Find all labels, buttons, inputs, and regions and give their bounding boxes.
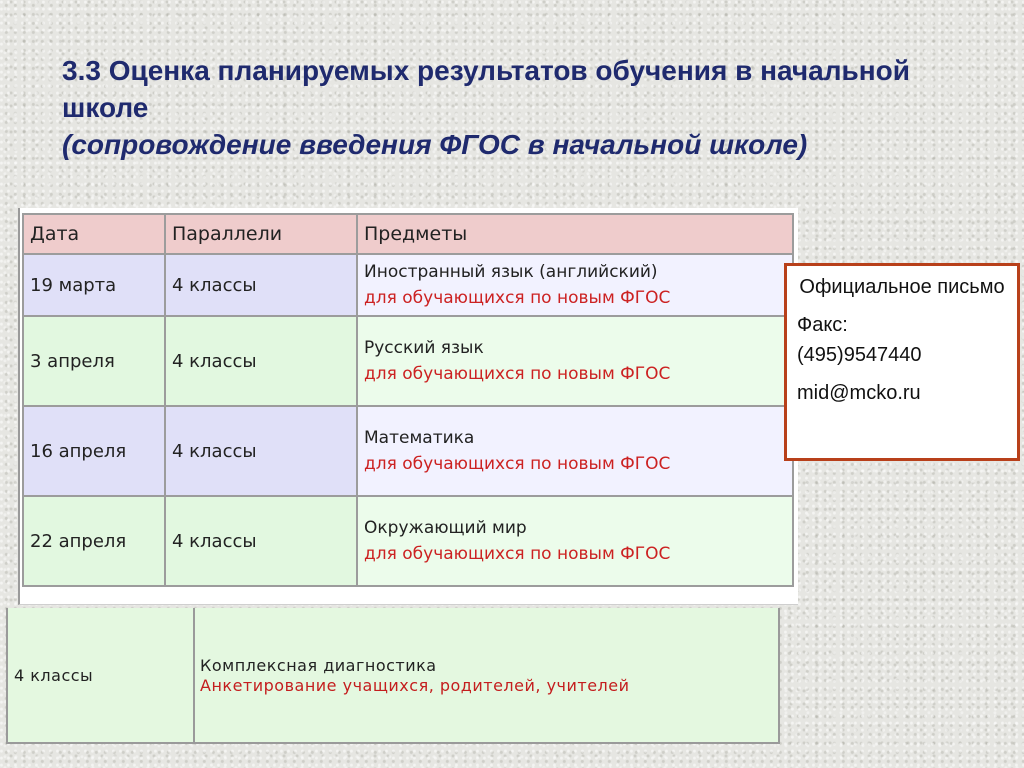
cell-subject <box>357 496 793 586</box>
subject-name: Иностранный язык (английский) <box>364 262 658 282</box>
table-header-row <box>23 214 793 254</box>
fax-label: Факс: <box>797 314 848 336</box>
slide-title <box>62 52 922 163</box>
subject-name: Окружающий мир <box>364 518 527 538</box>
title-main: 3.3 Оценка планируемых результатов обучения в начальной школе <box>62 55 910 123</box>
subject-note: для обучающихся по новым ФГОС <box>364 364 671 384</box>
cell-subject <box>357 406 793 496</box>
subject-note: для обучающихся по новым ФГОС <box>364 454 671 474</box>
subject-name: Математика <box>364 428 475 448</box>
cell-date: 16 апреля <box>23 406 165 496</box>
cell-date: 19 марта <box>23 254 165 316</box>
subject-note: для обучающихся по новым ФГОС <box>364 544 671 564</box>
table-row <box>23 316 793 406</box>
schedule-table <box>22 213 794 587</box>
cell-date: 22 апреля <box>23 496 165 586</box>
diagnostics-row <box>6 608 780 744</box>
letter-title: Официальное письмо <box>799 276 1005 298</box>
table-row <box>23 254 793 316</box>
diagnostics-grades: 4 классы <box>14 666 94 685</box>
diagnostics-subject-cell <box>200 656 630 696</box>
header-subjects: Предметы <box>357 214 793 254</box>
table-row <box>23 496 793 586</box>
schedule-table-container <box>18 208 798 605</box>
subject-name: Русский язык <box>364 338 484 358</box>
official-letter-box <box>784 263 1020 461</box>
cell-subject <box>357 316 793 406</box>
diagnostics-note: Анкетирование учащихся, родителей, учителей <box>200 676 630 695</box>
table-row <box>23 406 793 496</box>
column-divider <box>193 608 195 742</box>
fax-number: (495)9547440 <box>797 344 922 366</box>
cell-grades: 4 классы <box>165 316 357 406</box>
cell-subject <box>357 254 793 316</box>
diagnostics-subject: Комплексная диагностика <box>200 656 437 675</box>
email-address: mid@mcko.ru <box>797 382 921 404</box>
cell-date: 3 апреля <box>23 316 165 406</box>
cell-grades: 4 классы <box>165 496 357 586</box>
subject-note: для обучающихся по новым ФГОС <box>364 288 671 308</box>
header-date: Дата <box>23 214 165 254</box>
cell-grades: 4 классы <box>165 406 357 496</box>
title-subtitle: (сопровождение введения ФГОС в начальной школе) <box>62 129 808 160</box>
cell-grades: 4 классы <box>165 254 357 316</box>
header-grades: Параллели <box>165 214 357 254</box>
